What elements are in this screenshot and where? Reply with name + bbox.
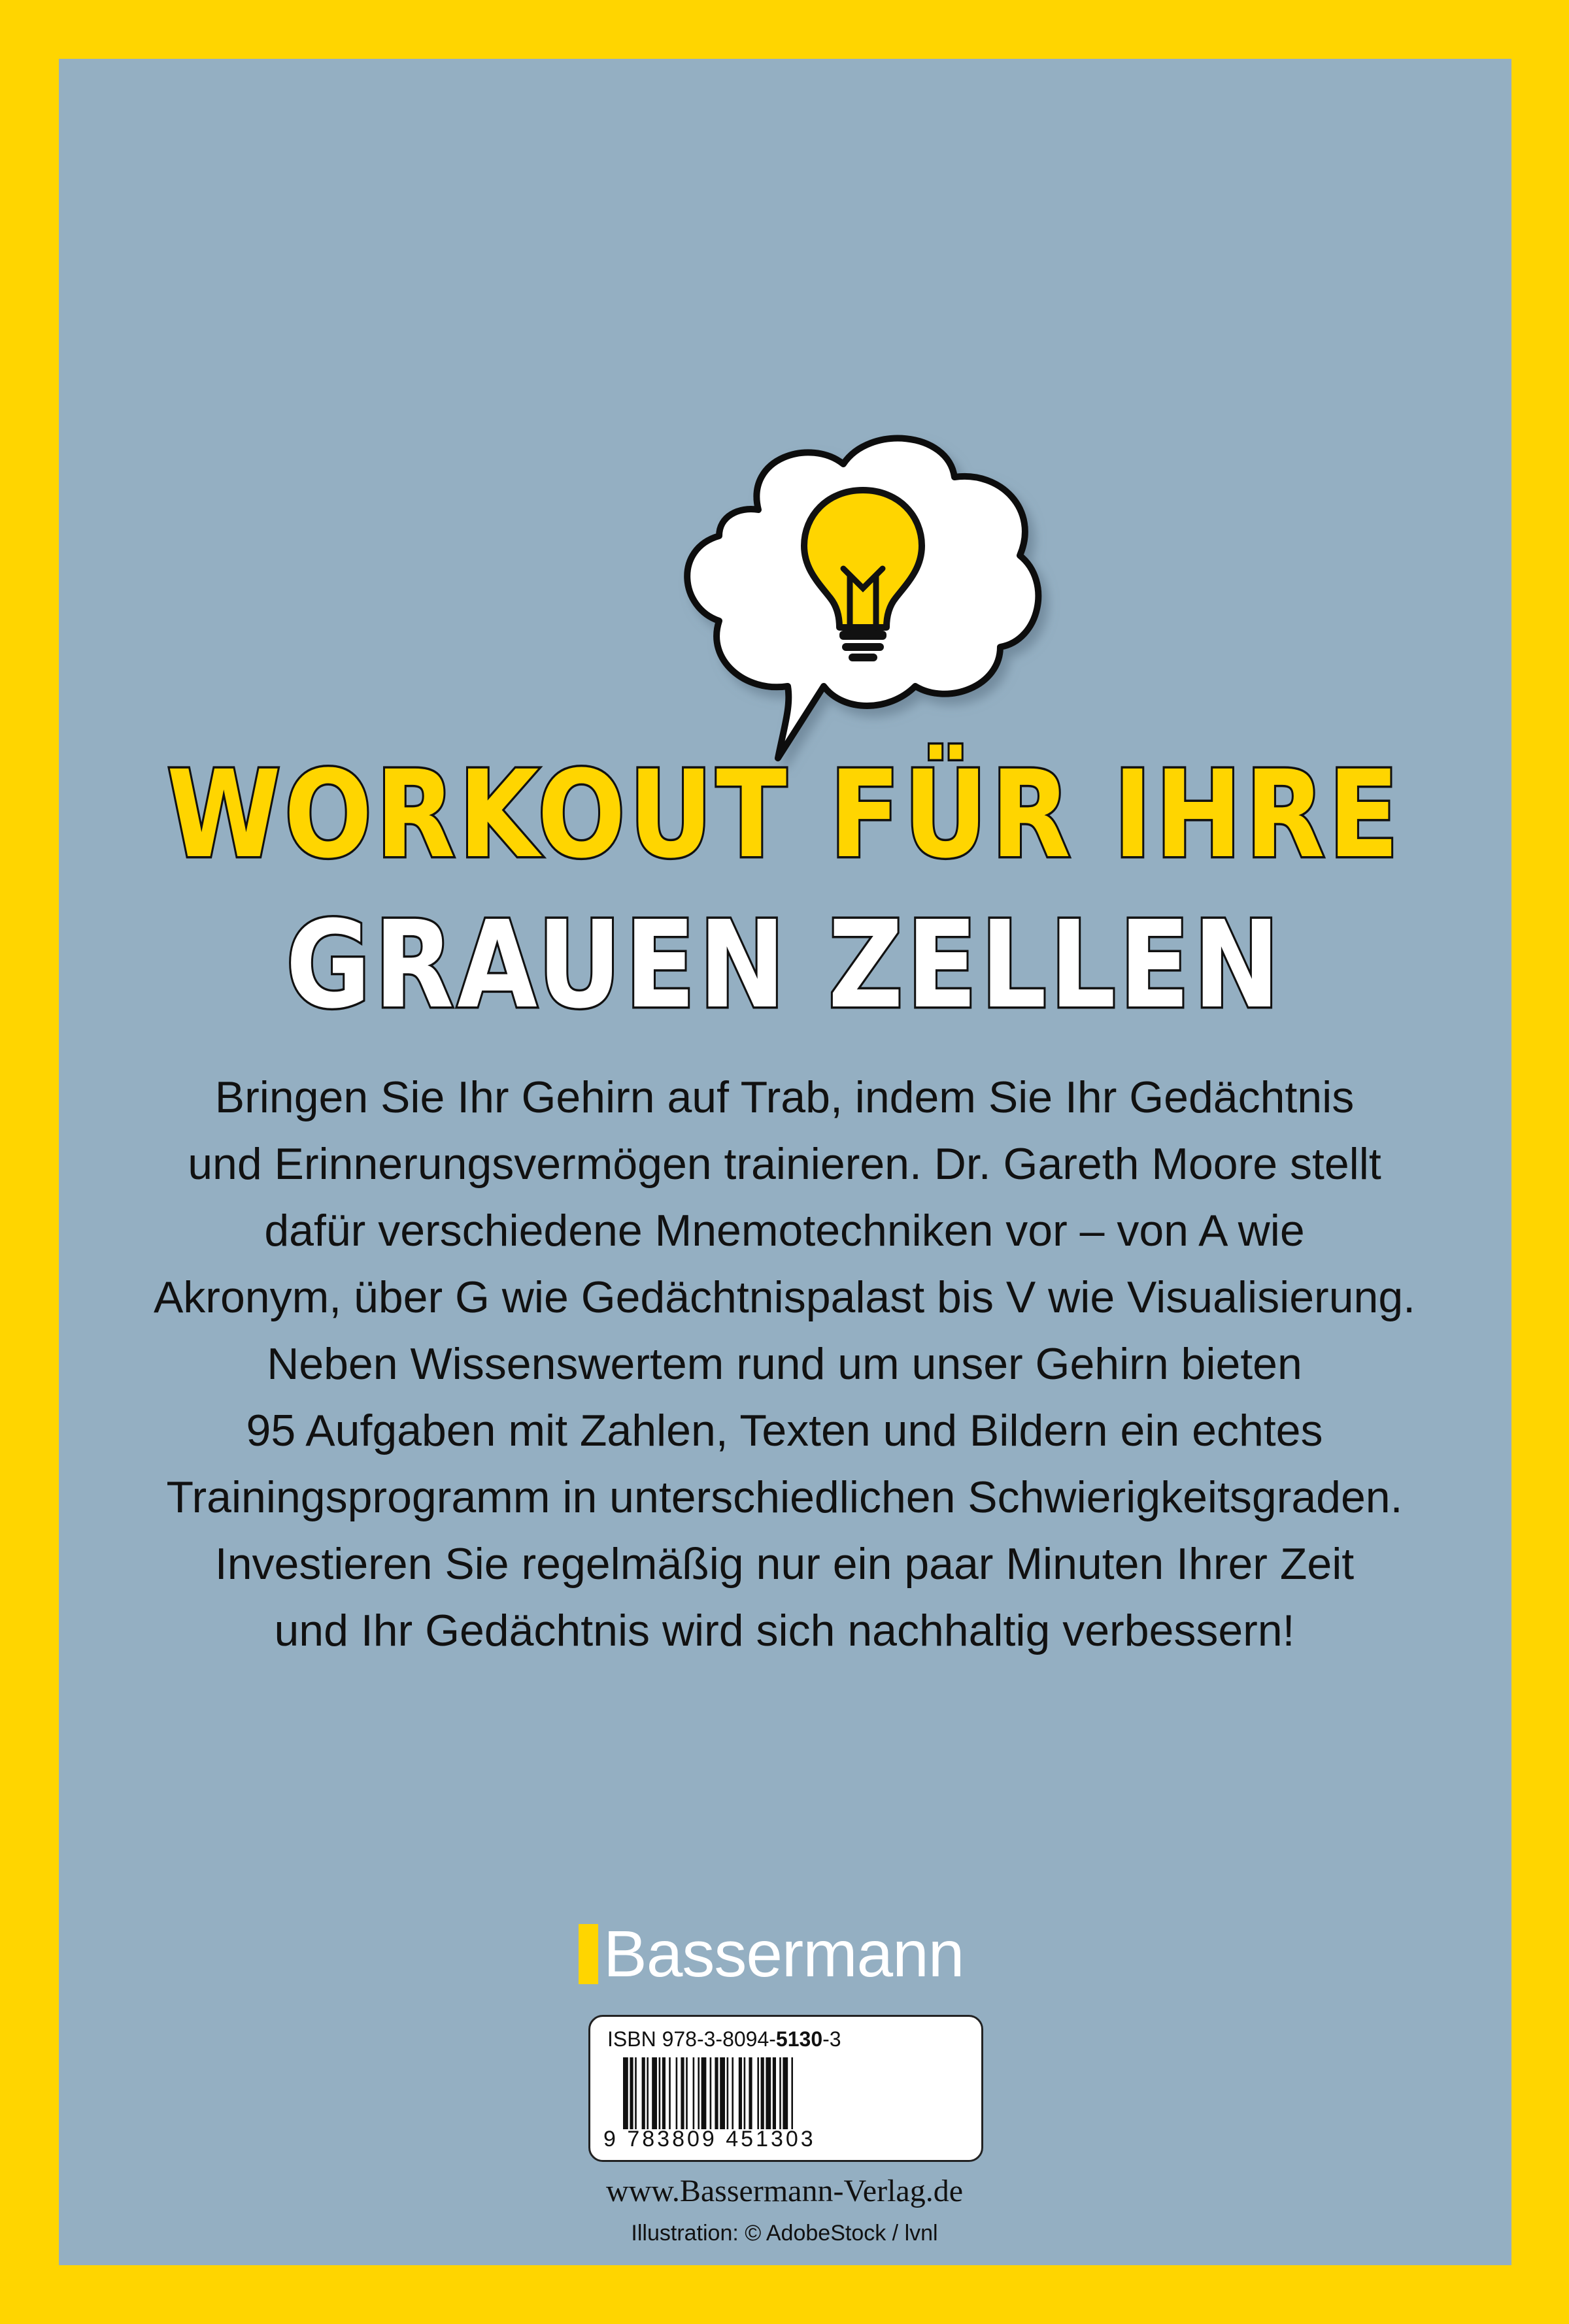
barcode-bar [791, 2057, 793, 2129]
publisher-name: Bassermann [603, 1917, 964, 1991]
headline-line-2: GRAUEN ZELLEN [286, 895, 1283, 1035]
barcode-bar [652, 2057, 657, 2129]
blurb-line: Akronym, über G wie Gedächtnispalast bis V wie Visualisierung. [153, 1272, 1416, 1322]
barcode-bar [662, 2057, 666, 2129]
barcode-bar [681, 2057, 684, 2129]
isbn-barcode [588, 2015, 983, 2162]
isbn-suffix: -3 [822, 2027, 841, 2051]
blurb-line: Trainingsprogramm in unterschiedlichen Schwierigkeitsgraden. [166, 1472, 1403, 1522]
barcode-bar [766, 2057, 771, 2129]
isbn-bold-part: 5130 [775, 2027, 823, 2051]
barcode-bar [693, 2057, 695, 2129]
barcode-bar [761, 2057, 764, 2129]
barcode-bar [744, 2057, 746, 2129]
barcode-bar [779, 2057, 781, 2129]
barcode-bar [701, 2057, 707, 2129]
blurb-line: 95 Aufgaben mit Zahlen, Texten und Bildern ein echtes [246, 1406, 1323, 1455]
publisher-logo-mark [579, 1924, 598, 1984]
blurb-line: Investieren Sie regelmäßig nur ein paar Minuten Ihrer Zeit [214, 1539, 1355, 1589]
blurb-line: und Erinnerungsvermögen trainieren. Dr. Gareth Moore stellt [188, 1139, 1381, 1189]
publisher-logo [579, 1918, 964, 1990]
barcode-bar [686, 2057, 688, 2129]
barcode-bar [739, 2057, 742, 2129]
blurb-line: Bringen Sie Ihr Gehirn auf Trab, indem Sie Ihr Gedächtnis [214, 1072, 1355, 1122]
barcode-bar [659, 2057, 661, 2129]
barcode-bar [669, 2057, 671, 2129]
barcode-bar [676, 2057, 678, 2129]
isbn-prefix: ISBN 978-3-8094- [607, 2027, 776, 2051]
barcode-bar [783, 2057, 788, 2129]
lightbulb-thought-bubble-icon [647, 412, 1066, 778]
publisher-url[interactable]: www.Bassermann-Verlag.de [605, 2174, 964, 2208]
barcode-bar [749, 2057, 752, 2129]
blurb-line: Neben Wissenswertem rund um unser Gehirn bieten [267, 1339, 1302, 1389]
barcode-bar [773, 2057, 776, 2129]
blurb-text [105, 1064, 1464, 1664]
blurb-line: und Ihr Gedächtnis wird sich nachhaltig verbessern! [274, 1606, 1295, 1655]
barcode-bar [623, 2057, 628, 2129]
barcode-bar [715, 2057, 718, 2129]
blurb-line: dafür verschiedene Mnemotechniken vor – von A wie [264, 1206, 1305, 1255]
isbn-label [607, 2027, 841, 2051]
headline-line-1: WORKOUT FÜR IHRE [167, 745, 1402, 885]
barcode-bar [635, 2057, 637, 2129]
barcode-bars [623, 2057, 930, 2129]
barcode-bar [720, 2057, 725, 2129]
barcode-bar [727, 2057, 729, 2129]
barcode-bar [757, 2057, 759, 2129]
barcode-bar [647, 2057, 649, 2129]
barcode-bar [630, 2057, 633, 2129]
barcode-bar [642, 2057, 645, 2129]
barcode-bar [710, 2057, 712, 2129]
barcode-digits: 9 783809 451303 [603, 2127, 816, 2151]
barcode-bar [732, 2057, 734, 2129]
illustration-credit: Illustration: © AdobeStock / lvnl [631, 2221, 938, 2246]
barcode-bar [698, 2057, 700, 2129]
